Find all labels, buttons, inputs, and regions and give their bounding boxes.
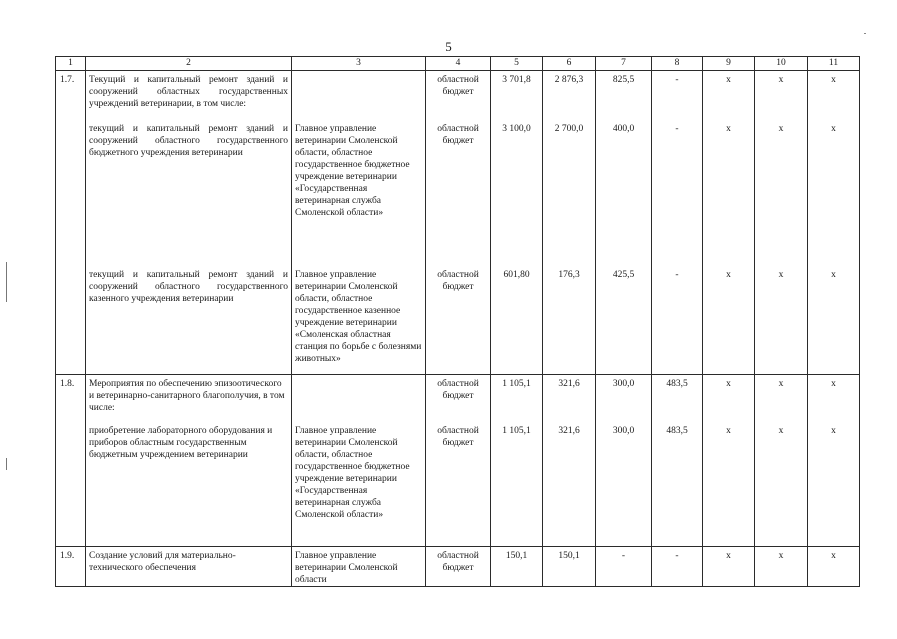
table-row <box>56 71 860 375</box>
value-cell-col-9 <box>703 71 755 375</box>
amount: 400,0 <box>612 124 635 134</box>
mark: x <box>726 426 731 436</box>
funding-source: областной бюджет <box>437 426 479 448</box>
mark: x <box>831 379 836 389</box>
value-cell-col-9 <box>703 375 755 547</box>
measure-name-cell <box>86 547 292 587</box>
table-row <box>56 375 860 547</box>
measure-name: текущий и капитальный ремонт зданий и сооружений областного государственного казенного учреждения ветеринарии <box>89 270 288 304</box>
funding-source: областной бюджет <box>437 551 479 573</box>
header-row <box>56 57 860 71</box>
mark: x <box>726 124 731 134</box>
row-number: 1.8. <box>60 379 75 389</box>
amount: - <box>675 551 679 561</box>
amount: 483,5 <box>666 379 688 389</box>
measure-name: текущий и капитальный ремонт зданий и сооружений областного государственного бюджетного учреждения ветеринарии <box>89 124 288 158</box>
value-cell-col-8 <box>652 375 703 547</box>
executor-cell <box>292 375 426 547</box>
value-cell-col-5 <box>491 71 543 375</box>
amount: 150,1 <box>505 551 528 561</box>
executor-cell <box>292 71 426 375</box>
value-cell-col-8 <box>652 547 703 587</box>
row-number: 1.7. <box>60 75 75 85</box>
amount: 321,6 <box>558 379 580 389</box>
executor <box>292 74 425 110</box>
value-cell-col-8 <box>652 71 703 375</box>
value-cell-col-9 <box>703 547 755 587</box>
value-cell-col-11 <box>808 71 860 375</box>
value-cell-col-10 <box>755 547 808 587</box>
funding-source: областной бюджет <box>437 270 479 292</box>
program-table <box>55 56 860 587</box>
mark: x <box>726 75 731 85</box>
amount: 1 105,1 <box>502 379 531 389</box>
mark: x <box>726 270 731 280</box>
measure-name: Создание условий для материально-технического обеспечения <box>89 551 236 573</box>
amount: 150,1 <box>558 551 580 561</box>
amount: 176,3 <box>558 270 580 280</box>
row-number: 1.9. <box>60 551 75 561</box>
value-cell-col-7 <box>596 547 652 587</box>
value-cell-col-10 <box>755 71 808 375</box>
value-cell-col-10 <box>755 375 808 547</box>
header-col-8: 8 <box>652 57 703 71</box>
mark: x <box>726 379 731 389</box>
source-cell <box>426 547 491 587</box>
executor: Главное управление ветеринарии Смоленской области, областное государственное бюджетное учреждение ветеринарии «Государственная ветеринарная служба Смоленской области» <box>295 124 410 218</box>
amount: 300,0 <box>612 426 635 436</box>
value-cell-col-7 <box>596 375 652 547</box>
header-col-6: 6 <box>543 57 596 71</box>
value-cell-col-6 <box>543 375 596 547</box>
value-cell-col-7 <box>596 71 652 375</box>
mark: x <box>831 124 836 134</box>
table-row <box>56 547 860 587</box>
amount: 2 876,3 <box>554 75 584 85</box>
executor: Главное управление ветеринарии Смоленской области, областное государственное бюджетное учреждение ветеринарии «Государственная ветеринарная служба Смоленской области» <box>295 426 410 520</box>
amount: - <box>621 551 626 561</box>
executor: Главное управление ветеринарии Смоленской области, областное государственное казенное учреждение ветеринарии «Смоленская областная станция по борьбе с болезнями животных» <box>295 270 422 364</box>
mark: x <box>831 75 836 85</box>
row-number-cell <box>56 547 86 587</box>
header-col-7: 7 <box>596 57 652 71</box>
funding-source: областной бюджет <box>437 75 479 97</box>
executor: Главное управление ветеринарии Смоленской области <box>295 551 398 585</box>
source-cell <box>426 375 491 547</box>
amount: 3 701,8 <box>502 75 531 85</box>
mark: x <box>778 379 784 389</box>
value-cell-col-5 <box>491 375 543 547</box>
funding-source: областной бюджет <box>437 379 479 401</box>
row-number-cell <box>56 71 86 375</box>
header-col-11: 11 <box>808 57 860 71</box>
amount: 321,6 <box>558 426 580 436</box>
mark: x <box>778 75 784 85</box>
amount: 1 105,1 <box>502 426 531 436</box>
mark: x <box>726 551 731 561</box>
page-number: 5 <box>445 39 452 54</box>
amount: 300,0 <box>612 379 635 389</box>
scan-speck <box>864 33 866 34</box>
scan-margin-line <box>6 262 7 302</box>
value-cell-col-5 <box>491 547 543 587</box>
mark: x <box>831 270 836 280</box>
value-cell-col-6 <box>543 71 596 375</box>
header-col-10: 10 <box>755 57 808 71</box>
mark: x <box>778 551 784 561</box>
amount: 2 700,0 <box>554 124 584 134</box>
value-cell-col-6 <box>543 547 596 587</box>
mark: x <box>778 426 784 436</box>
measure-name: Мероприятия по обеспечению эпизоотического и ветеринарно-санитарного благополучия, в том числе: <box>89 379 285 413</box>
header-col-5: 5 <box>491 57 543 71</box>
amount: - <box>675 270 679 280</box>
measure-name: Текущий и капитальный ремонт зданий и сооружений областных государственных учреждений ветеринарии, в том числе: <box>89 75 288 109</box>
funding-source: областной бюджет <box>437 124 479 146</box>
executor-cell <box>292 547 426 587</box>
amount: - <box>675 124 679 134</box>
measure-name-cell <box>86 375 292 547</box>
executor <box>292 378 425 414</box>
mark: x <box>778 124 784 134</box>
header-col-1: 1 <box>56 57 86 71</box>
amount: 483,5 <box>666 426 688 436</box>
header-col-2: 2 <box>86 57 292 71</box>
header-col-3: 3 <box>292 57 426 71</box>
measure-name-cell <box>86 71 292 375</box>
value-cell-col-11 <box>808 547 860 587</box>
amount: - <box>675 75 679 85</box>
scan-margin-line <box>6 458 7 470</box>
row-number-cell <box>56 375 86 547</box>
header-col-9: 9 <box>703 57 755 71</box>
mark: x <box>831 426 836 436</box>
value-cell-col-11 <box>808 375 860 547</box>
mark: x <box>831 551 836 561</box>
amount: 825,5 <box>612 75 635 85</box>
amount: 601,80 <box>503 270 530 280</box>
amount: 3 100,0 <box>502 124 531 134</box>
mark: x <box>778 270 784 280</box>
amount: 425,5 <box>612 270 635 280</box>
source-cell <box>426 71 491 375</box>
measure-name: приобретение лабораторного оборудования и приборов областным государственным бюджетным учреждением ветеринарии <box>89 426 273 460</box>
header-col-4: 4 <box>426 57 491 71</box>
